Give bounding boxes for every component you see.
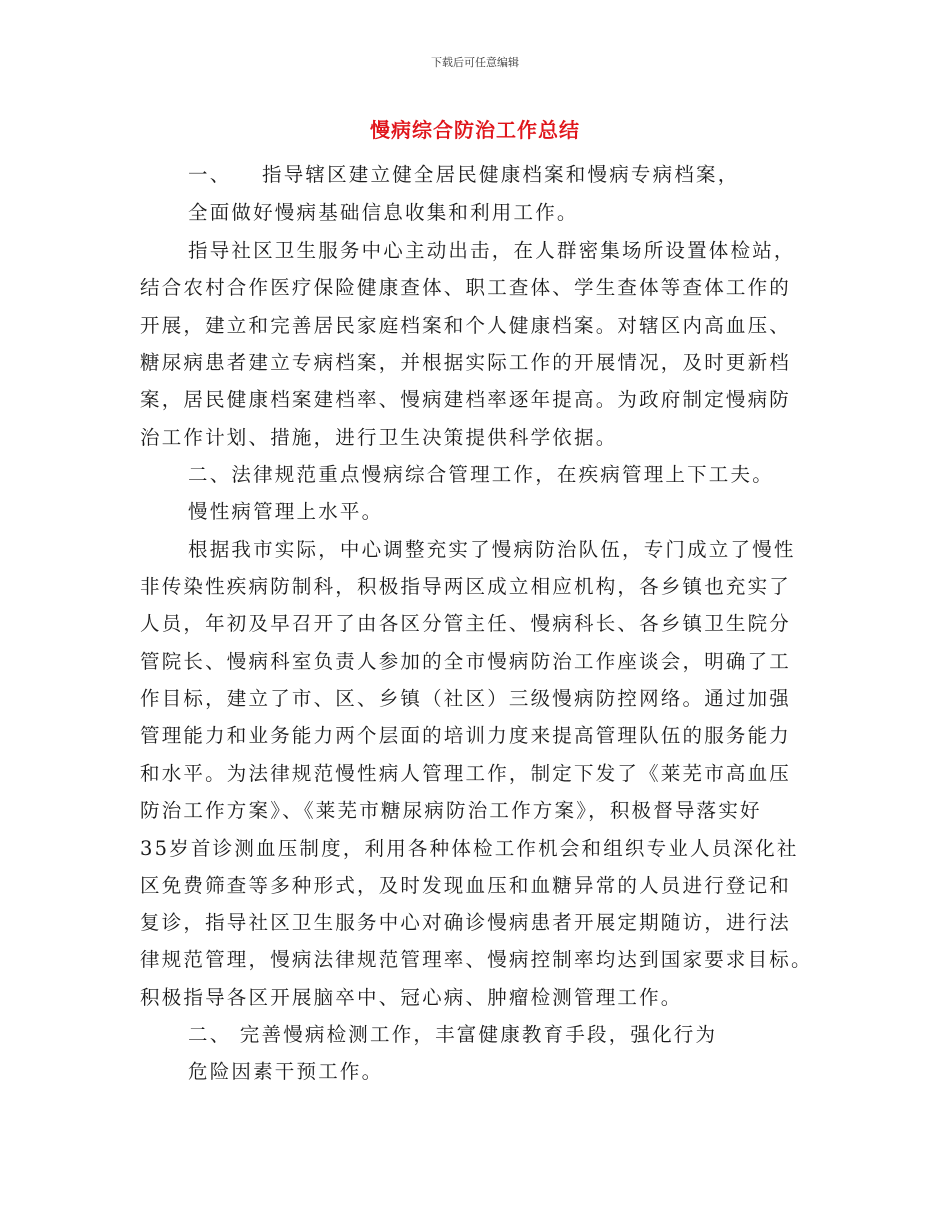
paragraph-line: 人员，年初及早召开了由各区分管主任、慢病科长、各乡镇卫生院分: [140, 612, 792, 635]
paragraph-line: 非传染性疾病防制科，积极指导两区成立相应机构，各乡镇也充实了: [140, 575, 792, 598]
paragraph-line: 治工作计划、措施，进行卫生决策提供科学依据。: [140, 426, 618, 449]
paragraph-line: 管院长、慢病科室负责人参加的全市慢病防治工作座谈会，明确了工: [140, 650, 792, 673]
paragraph-line: 律规范管理，慢病法律规范管理率、慢病控制率均达到国家要求目标。: [140, 948, 813, 971]
paragraph-line: 区免费筛查等多种形式，及时发现血压和血糖异常的人员进行登记和: [140, 874, 792, 897]
paragraph-line: 积极指导各区开展脑卒中、冠心病、肿瘤检测管理工作。: [140, 986, 683, 1009]
paragraph-line: 作目标，建立了市、区、乡镇（社区）三级慢病防控网络。通过加强: [140, 687, 792, 710]
paragraph-line: 糖尿病患者建立专病档案，并根据实际工作的开展情况，及时更新档: [140, 351, 792, 374]
section-heading-continued: 慢性病管理上水平。: [188, 500, 384, 523]
paragraph-line: 复诊，指导社区卫生服务中心对确诊慢病患者开展定期随访，进行法: [140, 911, 792, 934]
section-heading: 指导辖区建立健全居民健康档案和慢病专病档案，: [262, 163, 740, 186]
paragraph-line: 和水平。为法律规范慢性病人管理工作，制定下发了《莱芜市高血压: [140, 762, 792, 785]
paragraph-line: 根据我市实际，中心调整充实了慢病防治队伍，专门成立了慢性: [188, 538, 796, 561]
paragraph-line: 结合农村合作医疗保险健康查体、职工查体、学生查体等查体工作的: [140, 276, 792, 299]
paragraph-line: 35岁首诊测血压制度，利用各种体检工作机会和组织专业人员深化社: [140, 837, 799, 860]
section-number: 一、: [188, 163, 232, 186]
section-heading: 二、 完善慢病检测工作，丰富健康教育手段，强化行为: [188, 1023, 718, 1046]
document-title: 慢病综合防治工作总结: [370, 118, 580, 142]
paragraph-line: 案，居民健康档案建档率、慢病建档率逐年提高。为政府制定慢病防: [140, 388, 792, 411]
paragraph-line: 指导社区卫生服务中心主动出击，在人群密集场所设置体检站，: [188, 239, 796, 262]
paragraph-line: 防治工作方案》、《莱芜市糖尿病防治工作方案》，积极督导落实好: [140, 799, 762, 822]
paragraph-line: 开展，建立和完善居民家庭档案和个人健康档案。对辖区内高血压、: [140, 314, 792, 337]
section-heading-continued: 全面做好慢病基础信息收集和利用工作。: [188, 201, 579, 224]
header-note: 下载后可任意编辑: [431, 56, 519, 69]
section-heading-continued: 危险因素干预工作。: [188, 1060, 384, 1083]
section-heading: 二、法律规范重点慢病综合管理工作，在疾病管理上下工夫。: [188, 463, 774, 486]
paragraph-line: 管理能力和业务能力两个层面的培训力度来提高管理队伍的服务能力: [140, 724, 792, 747]
